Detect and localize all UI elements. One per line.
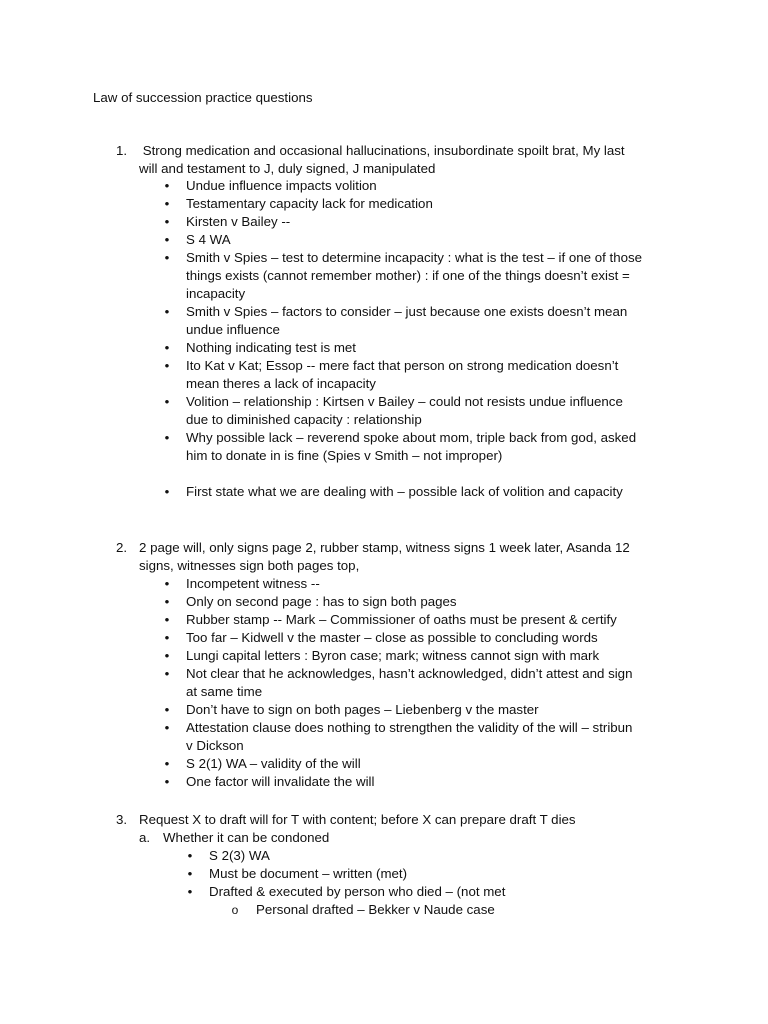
bullet-item [0,177,686,195]
bullet-item [0,483,686,501]
bullet-text-line: Testamentary capacity lack for medication [186,196,433,211]
bullet-item [0,429,686,465]
bullet-text-line: incapacity [186,286,246,301]
bullet-text-line: Lungi capital letters : Byron case; mark; witness cannot sign with mark [186,648,600,663]
bullet-glyph: • [164,612,170,627]
bullet-text [186,483,686,501]
bullet-item [0,883,709,901]
question-text-line: will and testament to J, duly signed, J manipulated [139,161,436,176]
bullet-glyph: • [164,430,170,445]
question-text [139,811,669,829]
question-number: 2. [116,540,128,555]
bullet-glyph: • [164,214,170,229]
bullet-item [0,701,686,719]
bullet-text-line: Smith v Spies – test to determine incapacity : what is the test – if one of those [186,250,643,265]
bullet-item [0,575,686,593]
bullet-glyph: • [164,774,170,789]
question-text-line: Request X to draft will for T with content; before X can prepare draft T dies [139,812,576,827]
bullet-item [0,593,686,611]
bullet-text [186,647,686,665]
bullet-glyph: • [164,340,170,355]
bullet-text-line: S 2(1) WA – validity of the will [186,756,361,771]
bullet-glyph: • [164,196,170,211]
question-number: 1. [116,143,128,158]
bullet-text-line: Must be document – written (met) [209,866,408,881]
bullet-text-line: mean theres a lack of incapacity [186,376,376,391]
bullet-glyph: • [164,304,170,319]
bullet-text-line: One factor will invalidate the will [186,774,375,789]
bullet-item [0,339,686,357]
bullet-text-line: at same time [186,684,263,699]
bullet-glyph: • [187,866,193,881]
bullet-text-line: him to donate in is fine (Spies v Smith – not improper) [186,448,503,463]
bullet-text [256,901,756,919]
bullet-item [0,393,686,429]
bullet-text [209,883,709,901]
bullet-item [0,847,709,865]
bullet-item [0,303,686,339]
bullet-text-line: Undue influence impacts volition [186,178,377,193]
bullet-text [186,177,686,195]
bullet-text-line: undue influence [186,322,280,337]
bullet-glyph: • [164,594,170,609]
bullet-text [186,213,686,231]
bullet-text-line: Drafted & executed by person who died – (not met [209,884,506,899]
bullet-text [186,303,686,339]
bullet-item [0,195,686,213]
bullet-item [0,249,686,303]
bullet-item [0,755,686,773]
bullet-text-line: S 2(3) WA [209,848,270,863]
bullet-text [186,357,686,393]
bullet-text-line: Rubber stamp -- Mark – Commissioner of oaths must be present & certify [186,612,617,627]
bullet-item [0,647,686,665]
bullet-item [0,901,756,919]
bullet-text-line: v Dickson [186,738,244,753]
bullet-item [0,213,686,231]
q3-sub-item-a [139,829,329,847]
bullet-item [0,629,686,647]
bullet-text [186,701,686,719]
document-title: Law of succession practice questions [93,90,313,105]
bullet-glyph: • [164,576,170,591]
bullet-text-line: Too far – Kidwell v the master – close as possible to concluding words [186,630,598,645]
bullet-text-line: Why possible lack – reverend spoke about mom, triple back from god, asked [186,430,637,445]
bullet-text [186,629,686,647]
bullet-text-line: S 4 WA [186,232,231,247]
bullet-text [186,773,686,791]
bullet-text-line: First state what we are dealing with – possible lack of volition and capacity [186,484,623,499]
bullet-text [209,865,709,883]
bullet-text-line: Volition – relationship : Kirtsen v Bailey – could not resists undue influence [186,394,623,409]
bullet-text [186,429,686,465]
bullet-text-line: Incompetent witness -- [186,576,320,591]
question-text-line: Strong medication and occasional hallucinations, insubordinate spoilt brat, My last [139,143,625,158]
bullet-text-line: Personal drafted – Bekker v Naude case [256,902,495,917]
bullet-item [0,357,686,393]
bullet-text [186,575,686,593]
bullet-text-line: Attestation clause does nothing to strengthen the validity of the will – stribun [186,720,633,735]
bullet-text-line: Ito Kat v Kat; Essop -- mere fact that person on strong medication doesn’t [186,358,619,373]
bullet-text-line: things exists (cannot remember mother) : if one of the things doesn’t exist = [186,268,630,283]
bullet-text [209,847,709,865]
bullet-glyph: • [187,848,193,863]
bullet-text-line: due to diminished capacity : relationship [186,412,422,427]
bullet-text-line: Kirsten v Bailey -- [186,214,291,229]
bullet-glyph: • [164,666,170,681]
question-number: 3. [116,812,128,827]
bullet-glyph: • [164,484,170,499]
bullet-text-line: Not clear that he acknowledges, hasn’t acknowledged, didn’t attest and sign [186,666,633,681]
question-text-line: 2 page will, only signs page 2, rubber stamp, witness signs 1 week later, Asanda 12 [139,540,630,555]
q1-bullet-list [0,177,768,501]
bullet-text-line: Only on second page : has to sign both pages [186,594,457,609]
bullet-item [0,231,686,249]
bullet-text-line: Don’t have to sign on both pages – Liebenberg v the master [186,702,539,717]
bullet-item [0,611,686,629]
bullet-glyph: • [164,756,170,771]
bullet-glyph: • [164,178,170,193]
sub-item-label: a. [139,830,151,845]
bullet-glyph: • [187,884,193,899]
bullet-text [186,611,686,629]
bullet-glyph: • [164,250,170,265]
q3-sub-bullet-list [0,901,768,919]
bullet-text [186,665,686,701]
bullet-glyph: • [164,394,170,409]
bullet-text [186,719,686,755]
bullet-text [186,393,686,429]
q3-bullet-list [0,847,768,901]
bullet-text [186,339,686,357]
bullet-glyph: • [164,232,170,247]
bullet-text [186,231,686,249]
bullet-glyph: • [164,720,170,735]
bullet-glyph: • [164,648,170,663]
bullet-item [0,719,686,755]
bullet-text [186,249,686,303]
bullet-item [0,865,709,883]
bullet-text [186,593,686,611]
sub-item-text: Whether it can be condoned [163,830,330,845]
bullet-item [0,773,686,791]
bullet-text-line: Nothing indicating test is met [186,340,356,355]
bullet-glyph: o [231,903,239,917]
bullet-glyph: • [164,358,170,373]
question-text [139,539,669,575]
q2-bullet-list [0,575,768,791]
bullet-item [0,665,686,701]
bullet-glyph: • [164,702,170,717]
bullet-glyph: • [164,630,170,645]
bullet-text-line: Smith v Spies – factors to consider – just because one exists doesn’t mean [186,304,628,319]
bullet-text [186,755,686,773]
question-text [139,142,669,178]
bullet-text [186,195,686,213]
question-text-line: signs, witnesses sign both pages top, [139,558,360,573]
